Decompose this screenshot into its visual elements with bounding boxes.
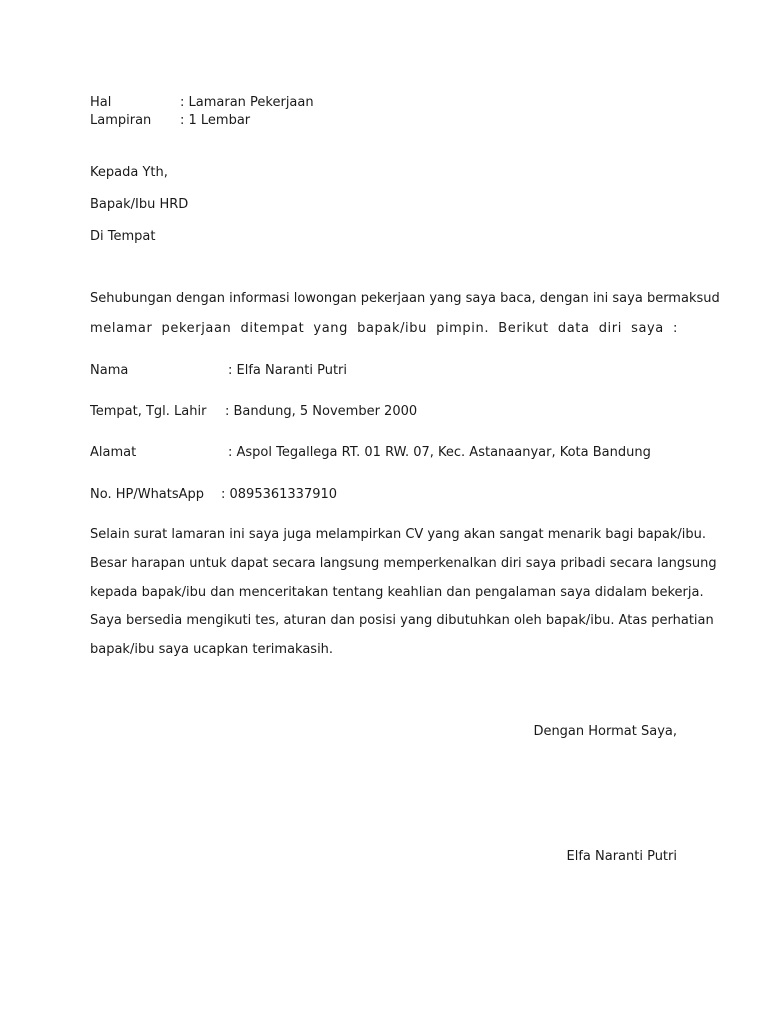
alamat-label: Alamat — [90, 445, 137, 460]
hp-label: No. HP/WhatsApp — [90, 487, 205, 502]
ttl-label: Tempat, Tgl. Lahir — [90, 404, 207, 419]
body-line-1: Selain surat lamaran ini saya juga melampirkan CV yang akan sangat menarik bagi bapak/ibu. — [90, 527, 707, 542]
nama-label: Nama — [90, 363, 129, 378]
nama-value: : Elfa Naranti Putri — [228, 363, 347, 378]
lampiran-value: : 1 Lembar — [180, 113, 251, 128]
ttl-value: : Bandung, 5 November 2000 — [225, 404, 418, 419]
hal-label: Hal — [90, 95, 112, 110]
body-line-4: Saya bersedia mengikuti tes, aturan dan posisi yang dibutuhkan oleh bapak/ibu. Atas perhatian — [90, 613, 714, 628]
alamat-value: : Aspol Tegallega RT. 01 RW. 07, Kec. Astanaanyar, Kota Bandung — [228, 445, 651, 460]
hal-value: : Lamaran Pekerjaan — [180, 95, 314, 110]
recipient-name: Bapak/Ibu HRD — [90, 197, 189, 212]
recipient-greeting: Kepada Yth, — [90, 165, 168, 180]
closing-salutation: Dengan Hormat Saya, — [533, 724, 677, 739]
body-line-5: bapak/ibu saya ucapkan terimakasih. — [90, 642, 334, 657]
hp-value: : 0895361337910 — [221, 487, 338, 502]
body-line-2: Besar harapan untuk dapat secara langsung memperkenalkan diri saya pribadi secara langsung — [90, 556, 717, 571]
recipient-place: Di Tempat — [90, 229, 156, 244]
body-line-3: kepada bapak/ibu dan menceritakan tentang keahlian dan pengalaman saya didalam bekerja. — [90, 585, 704, 600]
lampiran-label: Lampiran — [90, 113, 152, 128]
intro-line-2: melamar pekerjaan ditempat yang bapak/ibu pimpin. Berikut data diri saya : — [90, 321, 678, 336]
signer-name: Elfa Naranti Putri — [566, 849, 677, 864]
intro-line-1: Sehubungan dengan informasi lowongan pekerjaan yang saya baca, dengan ini saya bermaksud — [90, 291, 720, 306]
